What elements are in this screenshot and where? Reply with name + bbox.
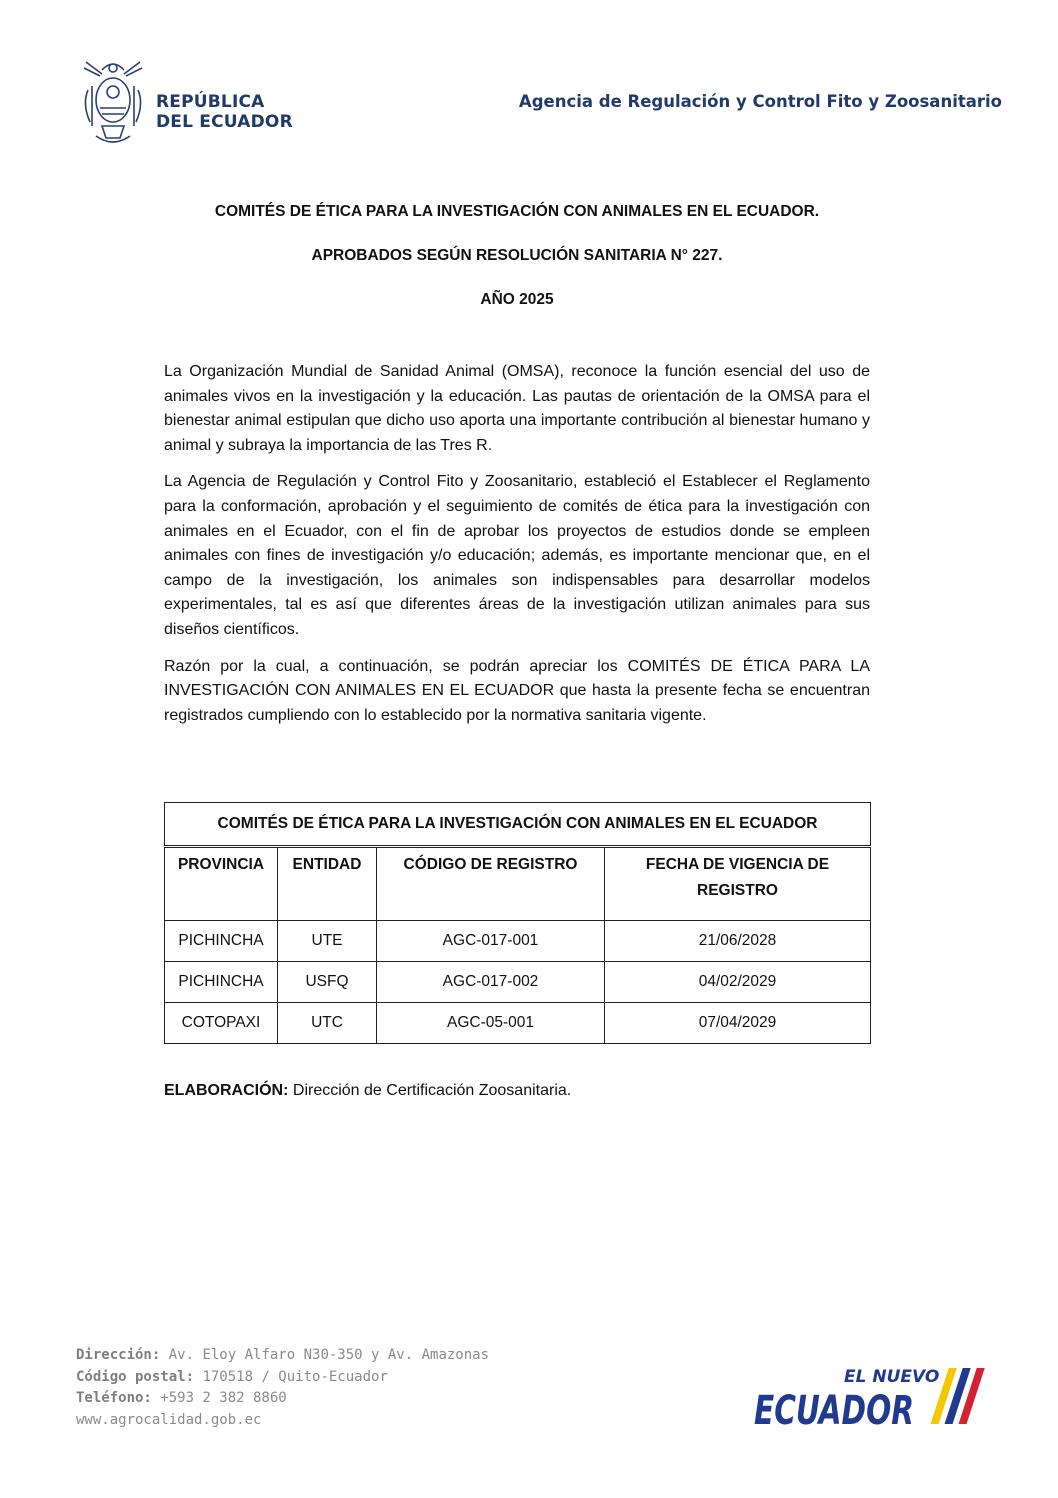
table-row	[165, 962, 871, 1003]
body-text	[164, 360, 870, 740]
cell-fecha: 07/04/2029	[605, 1003, 871, 1044]
cell-codigo: AGC-05-001	[377, 1003, 605, 1044]
committees-table	[164, 802, 871, 1044]
elaboration-line	[164, 1082, 571, 1100]
table-header-row	[165, 847, 871, 921]
document-titles	[0, 202, 1034, 334]
paragraph-1: La Organización Mundial de Sanidad Animal (OMSA), reconoce la función esencial del uso de animales vivos en la investigación y la educación. Las pautas de orientación de la OMSA para el bienestar animal estipulan que dicho uso aporta una importante contribución al bienestar humano y animal y subraya la importancia de las Tres R.	[164, 363, 870, 454]
elaboration-value: Dirección de Certificación Zoosanitaria.	[288, 1082, 572, 1099]
title-line-3: AÑO 2025	[480, 291, 554, 308]
cell-entidad: USFQ	[278, 962, 377, 1003]
cell-entidad: UTE	[278, 921, 377, 962]
footer-phone	[76, 1388, 489, 1410]
cell-entidad: UTC	[278, 1003, 377, 1044]
cell-provincia: COTOPAXI	[165, 1003, 278, 1044]
footer-web[interactable]: www.agrocalidad.gob.ec	[76, 1411, 262, 1428]
title-line-2: APROBADOS SEGÚN RESOLUCIÓN SANITARIA N° 227.	[311, 247, 723, 264]
brand-line-2: ECUADOR	[754, 1388, 914, 1434]
title-line-1: COMITÉS DE ÉTICA PARA LA INVESTIGACIÓN CON ANIMALES EN EL ECUADOR.	[214, 203, 820, 220]
paragraph-3: Razón por la cual, a continuación, se podrán apreciar los COMITÉS DE ÉTICA PARA LA INVESTIGACIÓN CON ANIMALES EN EL ECUADOR que hasta la presente fecha se encuentran registrados cumpliendo con lo establecido por la normativa sanitaria vigente.	[164, 657, 870, 724]
cell-codigo: AGC-017-001	[377, 921, 605, 962]
phone-value: +593 2 382 8860	[151, 1390, 287, 1406]
table-caption: COMITÉS DE ÉTICA PARA LA INVESTIGACIÓN CON ANIMALES EN EL ECUADOR	[165, 803, 871, 847]
postal-label: Código postal:	[76, 1368, 195, 1385]
postal-value: 170518 / Quito-Ecuador	[194, 1368, 388, 1385]
cell-provincia: PICHINCHA	[165, 921, 278, 962]
header-entidad: ENTIDAD	[278, 847, 377, 921]
cell-fecha: 04/02/2029	[605, 962, 871, 1003]
header-provincia: PROVINCIA	[165, 847, 278, 921]
cell-codigo: AGC-017-002	[377, 962, 605, 1003]
header-codigo: CÓDIGO DE REGISTRO	[377, 847, 605, 921]
table-row	[165, 1003, 871, 1044]
elaboration-label: ELABORACIÓN:	[164, 1082, 289, 1099]
agency-name: Agencia de Regulación y Control Fito y Zoosanitario	[518, 92, 1002, 111]
phone-label: Teléfono:	[76, 1390, 152, 1406]
country-name	[156, 92, 293, 132]
paragraph-2: La Agencia de Regulación y Control Fito y Zoosanitario, estableció el Establecer el Reglamento para la conformación, aprobación y el seguimiento de comités de ética para la investigación con animales en el Ecuador, con el fin de aprobar los proyectos de estudios donde se empleen animales con fines de investigación y/o educación; además, es importante mencionar que, en el campo de la investigación, los animales son indispensables para desarrollar modelos experimentales, tal es así que diferentes áreas de la investigación utilizan animales para sus diseños científicos.	[164, 473, 870, 638]
footer-contact	[76, 1345, 489, 1431]
country-line-1: REPÚBLICA	[156, 92, 265, 112]
address-value: Av. Eloy Alfaro N30-350 y Av. Amazonas	[160, 1347, 490, 1363]
brand-line-1: EL NUEVO	[844, 1367, 940, 1387]
el-nuevo-ecuador-logo	[752, 1358, 1002, 1434]
country-line-2: DEL ECUADOR	[156, 112, 293, 132]
footer-postal	[76, 1367, 489, 1389]
cell-provincia: PICHINCHA	[165, 962, 278, 1003]
address-label: Dirección:	[76, 1347, 161, 1363]
footer-address	[76, 1345, 489, 1367]
cell-fecha: 21/06/2028	[605, 921, 871, 962]
table-row	[165, 921, 871, 962]
header-fecha: FECHA DE VIGENCIA DE REGISTRO	[605, 847, 871, 921]
